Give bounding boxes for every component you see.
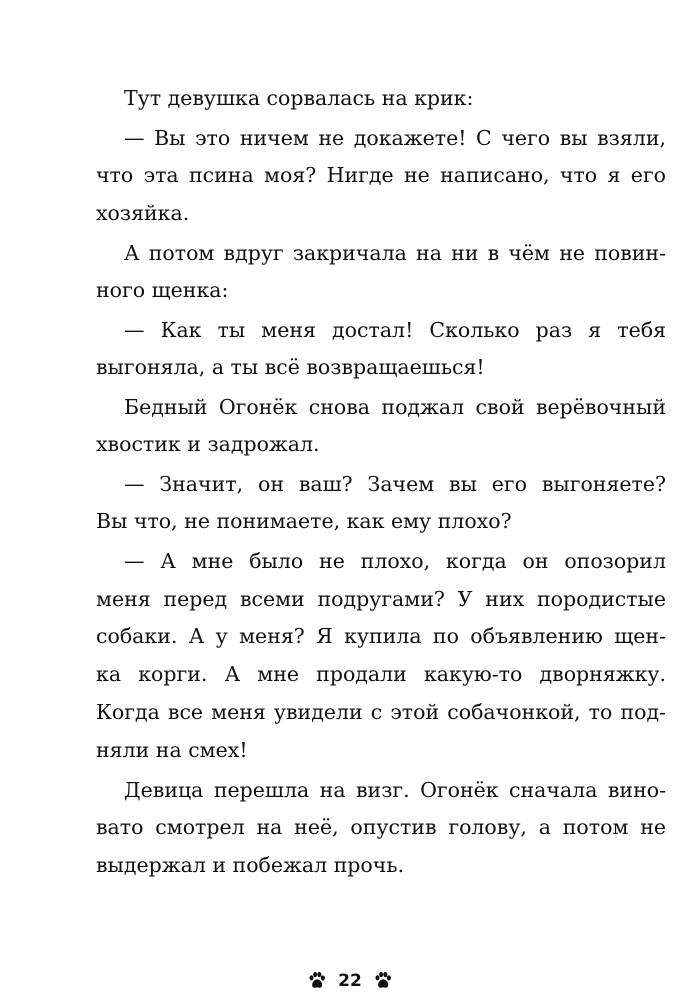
text-line: собаки. А у меня? Я купила по объявлению щен-: [96, 624, 666, 648]
text-line: вато смотрел на неё, опустив голову, а потом не: [96, 815, 666, 839]
page-number: 22: [338, 971, 362, 991]
text-line: — Значит, он ваш? Зачем вы его выгоняете?: [124, 472, 666, 496]
text-line: ного щенка:: [96, 278, 229, 302]
text-line: — А мне было не плохо, когда он опозорил: [124, 549, 666, 573]
text-line: меня перед всеми подругами? У них породистые: [96, 587, 666, 611]
text-line: — Как ты меня достал! Сколько раз я тебя: [124, 318, 666, 342]
paw-print-icon: [306, 970, 328, 992]
text-line: Вы что, не понимаете, как ему плохо?: [96, 509, 512, 533]
text-line: няли на смех!: [96, 738, 248, 762]
text-line: ка корги. А мне продали какую-то дворняжку.: [96, 662, 666, 686]
text-line: Когда все меня увидели с этой собачонкой, то под-: [96, 700, 666, 724]
text-line: Тут девушка сорвалась на крик:: [124, 86, 474, 110]
text-line: выдержал и побежал прочь.: [96, 853, 404, 877]
text-line: — Вы это ничем не докажете! С чего вы взяли,: [124, 126, 666, 150]
paw-print-icon: [372, 970, 394, 992]
text-line: выгоняла, а ты всё возвращаешься!: [96, 355, 485, 379]
page-footer: [0, 966, 700, 996]
text-line: Бедный Огонёк снова поджал свой верёвочный: [124, 395, 666, 419]
text-line: А потом вдруг закричала на ни в чём не повин-: [124, 241, 666, 265]
text-line: Девица перешла на визг. Огонёк сначала вино-: [124, 778, 666, 802]
text-line: что эта псина моя? Нигде не написано, что я его: [96, 163, 666, 187]
text-line: хозяйка.: [96, 201, 190, 225]
text-line: хвостик и задрожал.: [96, 432, 320, 456]
